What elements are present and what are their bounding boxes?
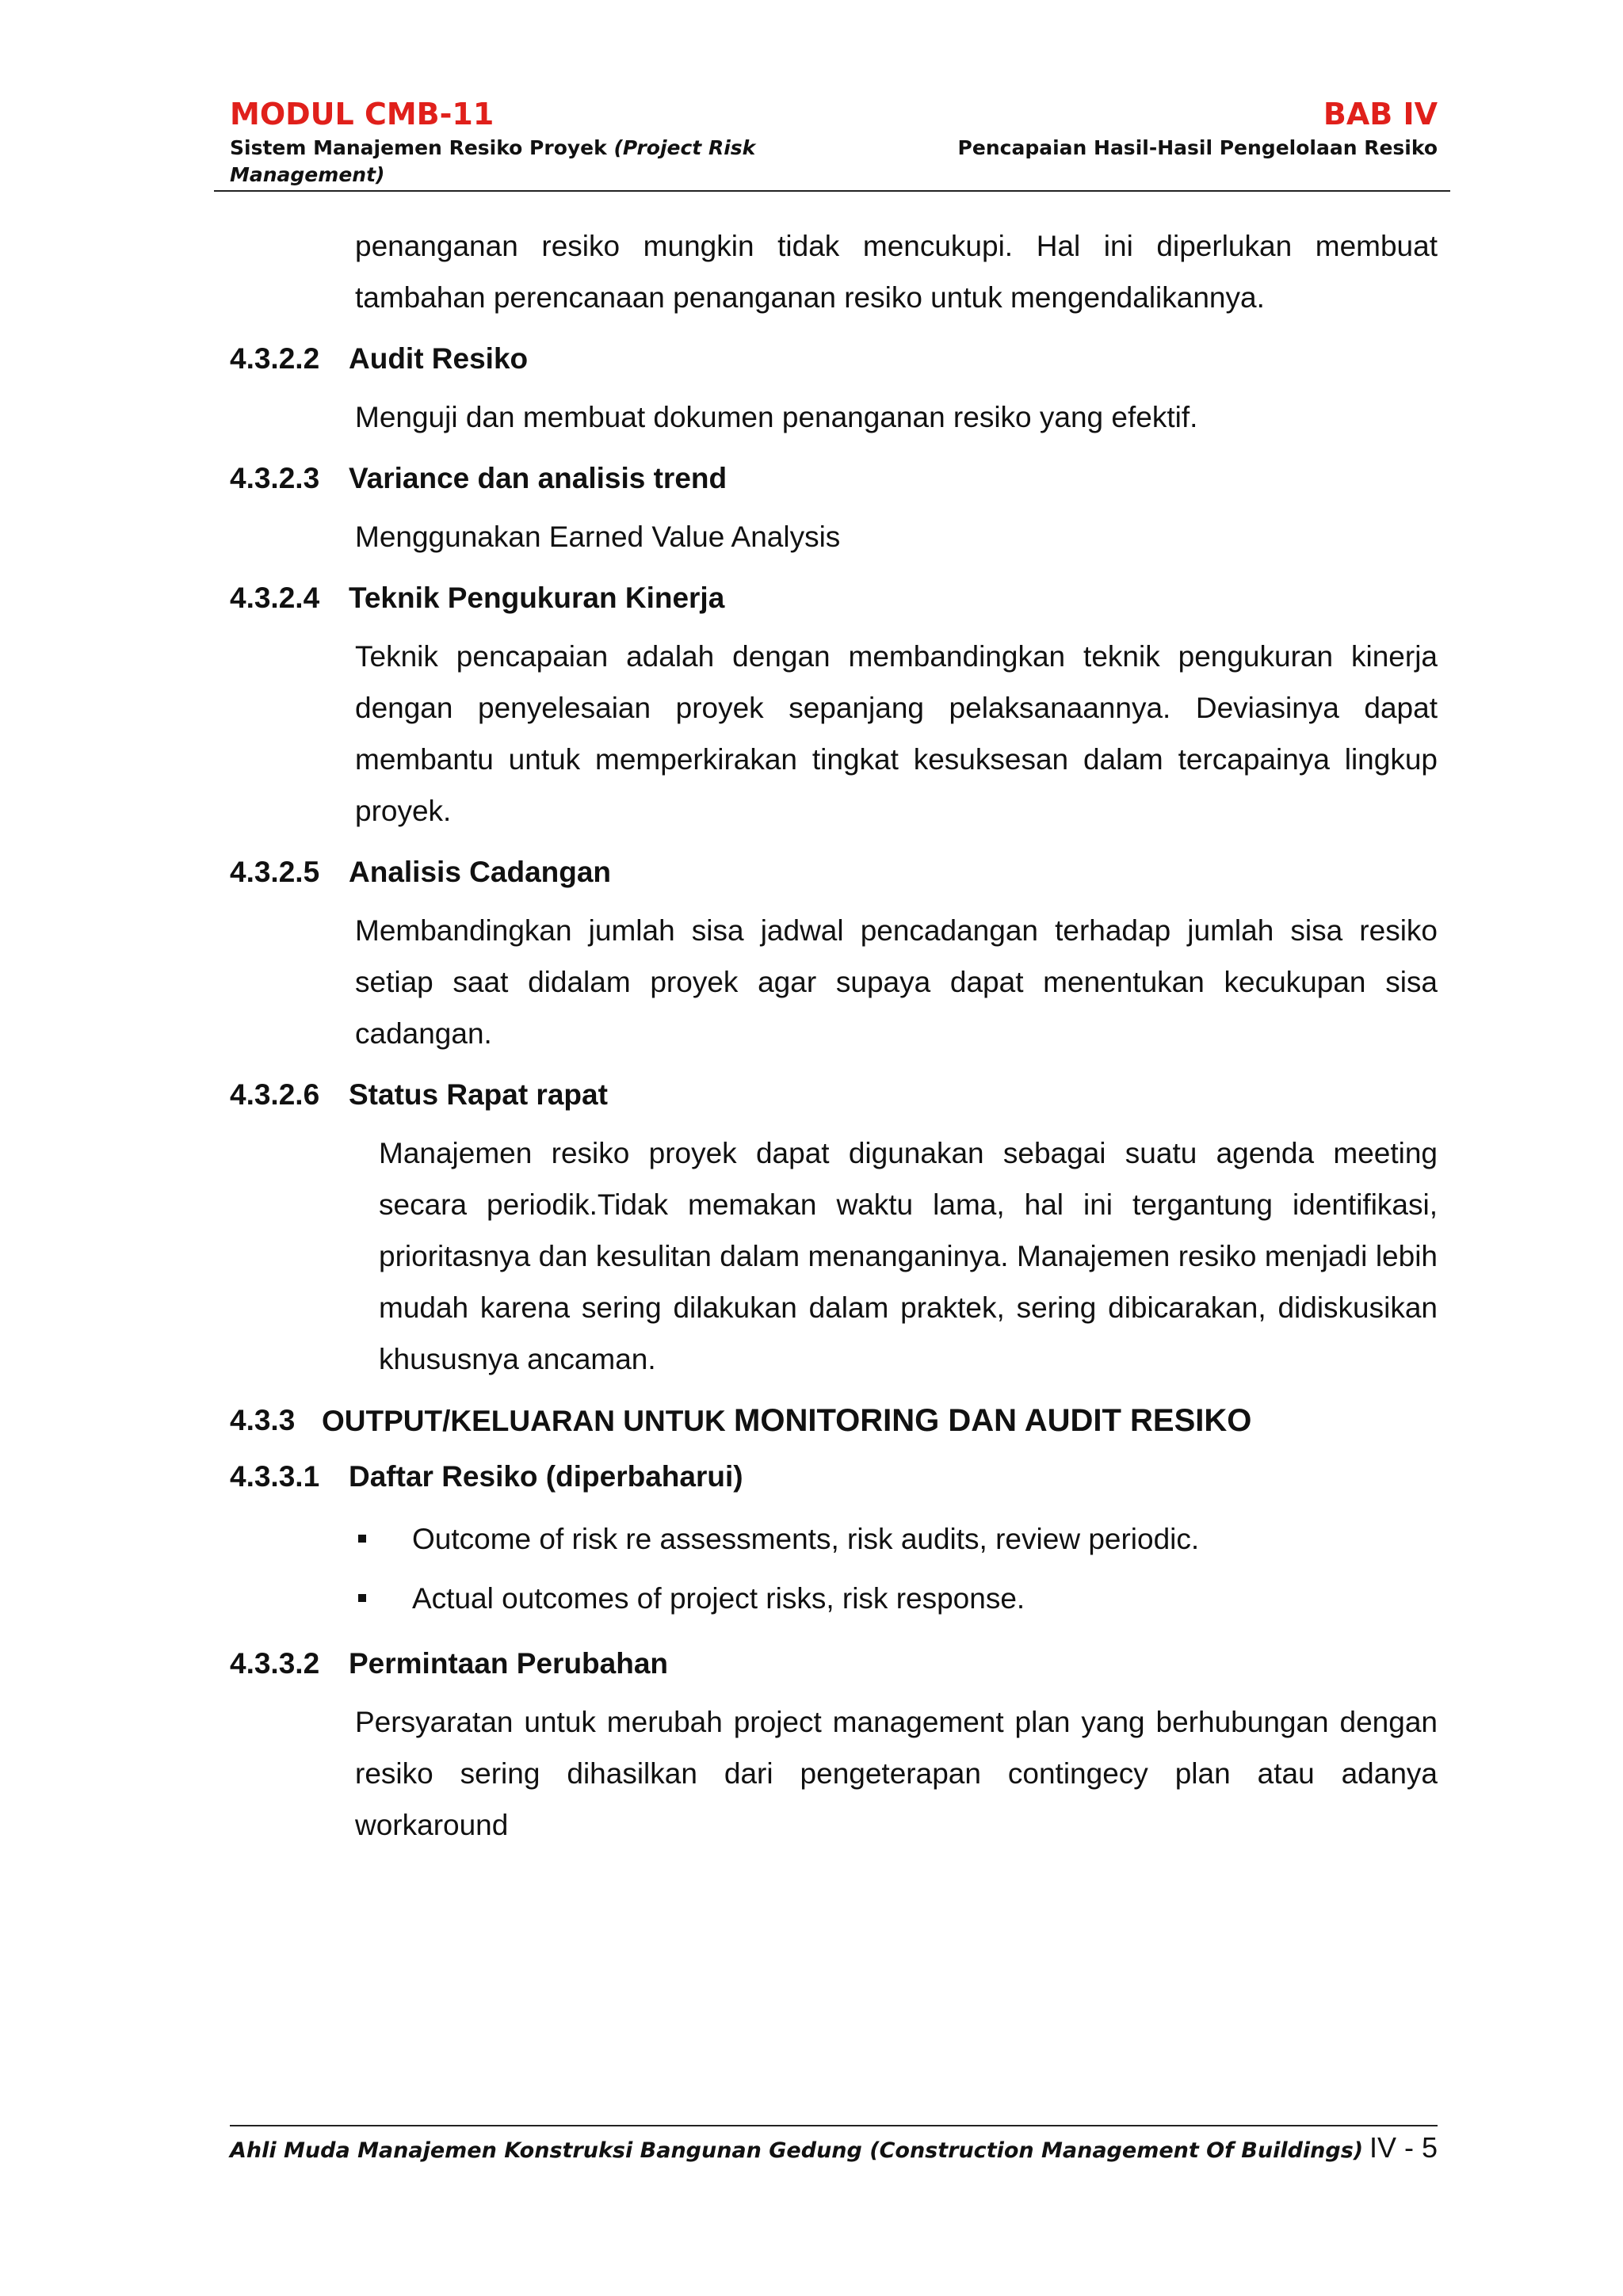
- section-paragraph: Teknik pencapaian adalah dengan membandingkan teknik pengukuran kinerja dengan penyelesaian proyek sepanjang pelaksanaannya. Deviasinya dapat membantu untuk memperkirakan tingkat kesuksesan dalam tercapainya lingkup proyek.: [355, 640, 1438, 827]
- section-title: Daftar Resiko (diperbaharui): [349, 1460, 743, 1493]
- section-title: Analisis Cadangan: [349, 856, 612, 888]
- list-item: [355, 1569, 1438, 1628]
- page-footer: [230, 2128, 1438, 2171]
- section-title: Teknik Pengukuran Kinerja: [349, 582, 725, 614]
- section-number: 4.3.3: [230, 1404, 296, 1436]
- section-number: 4.3.2.3: [230, 462, 320, 494]
- chapter-title: BAB IV: [1323, 97, 1438, 132]
- section-paragraph: Persyaratan untuk merubah project management plan yang berhubungan dengan resiko sering dihasilkan dari pengeterapan contingecy plan atau adanya workaround: [355, 1706, 1438, 1841]
- header-divider: [214, 190, 1450, 192]
- section-paragraph: Menguji dan membuat dokumen penanganan resiko yang efektif.: [355, 401, 1198, 433]
- page-number: IV - 5: [1369, 2131, 1438, 2164]
- paragraph-continued: penanganan resiko mungkin tidak mencukupi. Hal ini diperlukan membuat tambahan perencanaan penanganan resiko untuk mengendalikannya.: [355, 230, 1438, 314]
- section-number: 4.3.2.6: [230, 1078, 320, 1111]
- section-title: Variance dan analisis trend: [349, 462, 727, 494]
- square-bullet-icon: [355, 1509, 412, 1569]
- list-item-text: Outcome of risk re assessments, risk audits, review periodic.: [412, 1523, 1200, 1555]
- section-number: 4.3.3.1: [230, 1460, 320, 1493]
- section-number: 4.3.2.5: [230, 856, 320, 888]
- list-item-text: Actual outcomes of project risks, risk response.: [412, 1582, 1025, 1615]
- section-title-part-b: MONITORING DAN AUDIT RESIKO: [734, 1403, 1252, 1438]
- section-heading-4-3-2-3: [230, 459, 1438, 498]
- module-title: MODUL CMB-11: [230, 97, 495, 132]
- footer-text: Ahli Muda Manajemen Konstruksi Bangunan Gedung (Construction Management Of Buildings): [230, 2138, 1364, 2163]
- page-content: [230, 220, 1438, 1851]
- header-right-subtitle: Pencapaian Hasil-Hasil Pengelolaan Resiko: [957, 136, 1438, 159]
- page-header: [230, 97, 1438, 189]
- section-title-part-a: OUTPUT/KELUARAN UNTUK: [322, 1405, 735, 1437]
- header-subtitle-main: Sistem Manajemen Resiko Proyek: [230, 136, 614, 159]
- section-paragraph: Manajemen resiko proyek dapat digunakan sebagai suatu agenda meeting secara periodik.Tidak memakan waktu lama, hal ini tergantung identifikasi, prioritasnya dan kesulitan dalam menanganinya. Manajemen resiko menjadi lebih mudah karena sering dilakukan dalam praktek, sering dibicarakan, didiskusikan khususnya ancaman.: [379, 1137, 1438, 1375]
- section-heading-4-3-2-2: [230, 339, 1438, 379]
- section-number: 4.3.2.4: [230, 582, 320, 614]
- section-heading-4-3-2-5: [230, 852, 1438, 892]
- section-number: 4.3.3.2: [230, 1647, 320, 1680]
- list-item: [355, 1509, 1438, 1569]
- section-heading-4-3-3-1: [230, 1457, 1438, 1497]
- section-paragraph: Membandingkan jumlah sisa jadwal pencadangan terhadap jumlah sisa resiko setiap saat didalam proyek agar supaya dapat menentukan kecukupan sisa cadangan.: [355, 914, 1438, 1050]
- bullet-list: [355, 1509, 1438, 1628]
- section-paragraph: Menggunakan Earned Value Analysis: [355, 521, 841, 553]
- section-heading-4-3-3: [230, 1401, 1438, 1441]
- section-title: [322, 1401, 1251, 1441]
- footer-divider: [230, 2125, 1438, 2126]
- section-title: Permintaan Perubahan: [349, 1647, 669, 1680]
- section-heading-4-3-2-4: [230, 578, 1438, 618]
- header-subtitle: [230, 135, 800, 189]
- square-bullet-icon: [355, 1569, 412, 1628]
- header-subtitle-italic: (Project Risk Management): [230, 136, 756, 186]
- section-title: Audit Resiko: [349, 342, 529, 375]
- section-number: 4.3.2.2: [230, 342, 320, 375]
- section-title: Status Rapat rapat: [349, 1078, 608, 1111]
- section-heading-4-3-2-6: [230, 1075, 1438, 1115]
- section-heading-4-3-3-2: [230, 1644, 1438, 1684]
